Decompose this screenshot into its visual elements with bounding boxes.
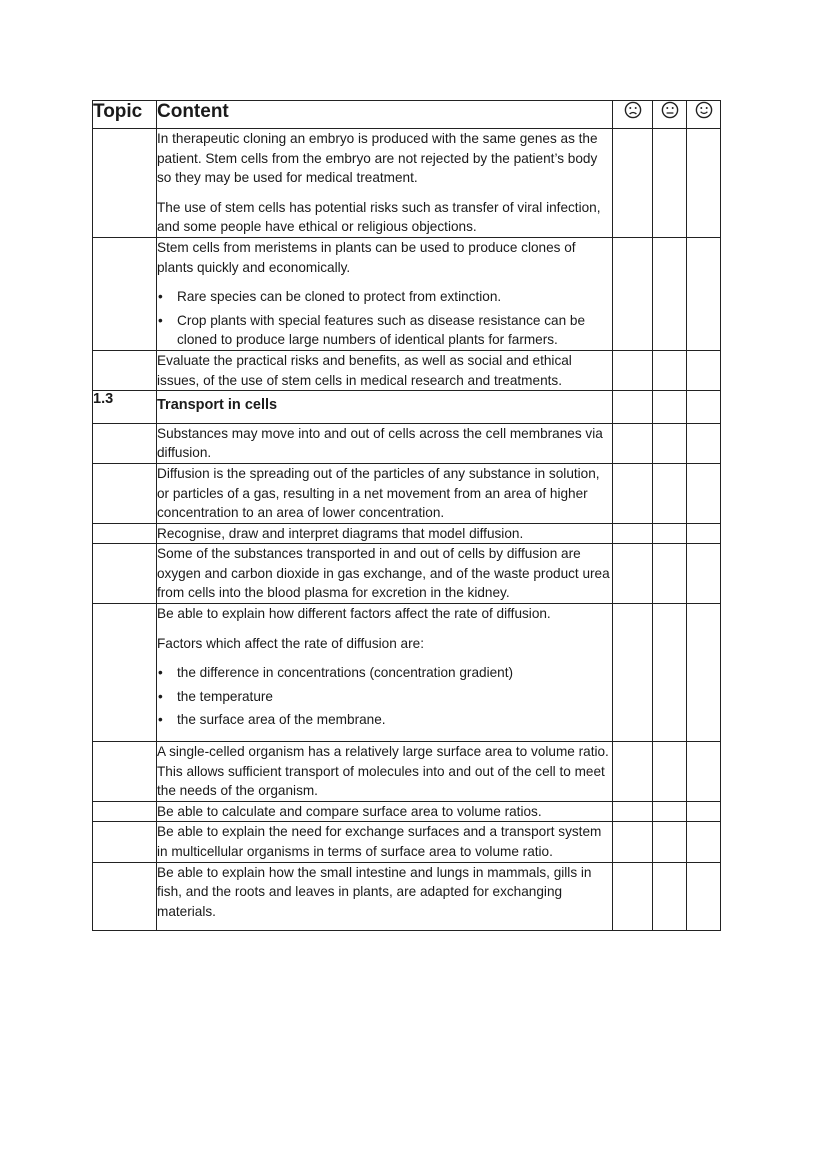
rating-smile-cell[interactable] <box>687 129 721 238</box>
content-cell <box>157 129 613 238</box>
rating-neutral-cell[interactable] <box>653 742 687 802</box>
rating-neutral-cell[interactable] <box>653 391 687 424</box>
rating-neutral-cell[interactable] <box>653 862 687 931</box>
topic-cell <box>93 544 157 604</box>
frown-face-header <box>613 101 653 129</box>
topic-cell <box>93 604 157 742</box>
rating-frown-cell[interactable] <box>613 523 653 544</box>
rating-frown-cell[interactable] <box>613 423 653 463</box>
list-item: • Rare species can be cloned to protect from extinction. <box>157 287 612 307</box>
table-row <box>93 544 721 604</box>
table-row <box>93 463 721 523</box>
rating-neutral-cell[interactable] <box>653 801 687 822</box>
content-text: Evaluate the practical risks and benefits, as well as social and ethical issues, of the use of stem cells in medical research and treatments. <box>157 352 572 388</box>
content-header: Content <box>157 101 613 129</box>
rating-frown-cell[interactable] <box>613 463 653 523</box>
table-row <box>93 801 721 822</box>
content-cell <box>157 822 613 862</box>
rating-neutral-cell[interactable] <box>653 350 687 390</box>
rating-frown-cell[interactable] <box>613 822 653 862</box>
list-item: • the temperature <box>157 687 612 707</box>
content-cell <box>157 463 613 523</box>
content-cell <box>157 742 613 802</box>
rating-frown-cell[interactable] <box>613 544 653 604</box>
rating-frown-cell[interactable] <box>613 862 653 931</box>
content-text: A single-celled organism has a relatively large surface area to volume ratio. This allows sufficient transport of molecules into and out of the cell to meet the needs of the organism. <box>157 744 609 799</box>
table-row <box>93 604 721 742</box>
frown-face-icon <box>624 101 642 119</box>
content-text: Substances may move into and out of cells across the cell membranes via diffusion. <box>157 425 603 461</box>
topic-cell <box>93 350 157 390</box>
topic-number: 1.3 <box>93 391 157 424</box>
content-cell <box>157 423 613 463</box>
content-cell <box>157 801 613 822</box>
topic-cell <box>93 742 157 802</box>
content-text: Recognise, draw and interpret diagrams that model diffusion. <box>157 525 524 541</box>
rating-frown-cell[interactable] <box>613 129 653 238</box>
content-cell <box>157 237 613 350</box>
rating-smile-cell[interactable] <box>687 237 721 350</box>
list-item: • the difference in concentrations (concentration gradient) <box>157 663 612 683</box>
rating-neutral-cell[interactable] <box>653 463 687 523</box>
header-row <box>93 101 721 129</box>
rating-smile-cell[interactable] <box>687 822 721 862</box>
table-row <box>93 423 721 463</box>
rating-smile-cell[interactable] <box>687 350 721 390</box>
content-text: Some of the substances transported in and out of cells by diffusion are oxygen and carbon dioxide in gas exchange, and of the waste product urea from cells into the blood plasma for excretion in the kidney. <box>157 546 610 601</box>
content-cell <box>157 350 613 390</box>
rating-smile-cell[interactable] <box>687 862 721 931</box>
table-row <box>93 129 721 238</box>
topic-cell <box>93 801 157 822</box>
rating-neutral-cell[interactable] <box>653 544 687 604</box>
topic-header: Topic <box>93 101 157 129</box>
content-text: Factors which affect the rate of diffusion are: <box>157 635 424 651</box>
rating-neutral-cell[interactable] <box>653 604 687 742</box>
rating-smile-cell[interactable] <box>687 742 721 802</box>
content-text: The use of stem cells has potential risks such as transfer of viral infection, and some people have ethical or religious objections. <box>157 199 601 235</box>
rating-neutral-cell[interactable] <box>653 237 687 350</box>
content-text: In therapeutic cloning an embryo is produced with the same genes as the patient. Stem cells from the embryo are not rejected by the patient’s body so they may be used for medical treatment. <box>157 131 598 186</box>
topic-cell <box>93 523 157 544</box>
topic-cell <box>93 237 157 350</box>
table-row <box>93 822 721 862</box>
rating-smile-cell[interactable] <box>687 801 721 822</box>
rating-smile-cell[interactable] <box>687 463 721 523</box>
list-item: • Crop plants with special features such as disease resistance can be cloned to produce large numbers of identical plants for farmers. <box>157 311 612 350</box>
bullet-list <box>157 663 612 730</box>
rating-frown-cell[interactable] <box>613 801 653 822</box>
rating-smile-cell[interactable] <box>687 523 721 544</box>
rating-neutral-cell[interactable] <box>653 822 687 862</box>
rating-neutral-cell[interactable] <box>653 129 687 238</box>
list-item: • the surface area of the membrane. <box>157 710 612 730</box>
content-cell <box>157 523 613 544</box>
checklist-table <box>92 100 721 931</box>
rating-smile-cell[interactable] <box>687 391 721 424</box>
content-text: Be able to explain how the small intestine and lungs in mammals, gills in fish, and the roots and leaves in plants, are adapted for exchanging materials. <box>157 864 592 919</box>
content-cell <box>157 604 613 742</box>
rating-neutral-cell[interactable] <box>653 523 687 544</box>
content-text: Diffusion is the spreading out of the particles of any substance in solution, or particles of a gas, resulting in a net movement from an area of higher concentration to an area of lower concentration. <box>157 465 600 521</box>
neutral-face-icon <box>661 101 679 119</box>
neutral-face-header <box>653 101 687 129</box>
table-row <box>93 742 721 802</box>
smile-face-icon <box>695 101 713 119</box>
content-cell <box>157 544 613 604</box>
table-row <box>93 862 721 931</box>
topic-cell <box>93 423 157 463</box>
rating-smile-cell[interactable] <box>687 423 721 463</box>
rating-frown-cell[interactable] <box>613 391 653 424</box>
content-text: Be able to explain the need for exchange surfaces and a transport system in multicellular organisms in terms of surface area to volume ratio. <box>157 824 602 859</box>
rating-frown-cell[interactable] <box>613 604 653 742</box>
content-cell <box>157 391 613 424</box>
bullet-list <box>157 287 612 350</box>
topic-cell <box>93 822 157 862</box>
section-row <box>93 391 721 424</box>
topic-cell <box>93 862 157 931</box>
rating-frown-cell[interactable] <box>613 350 653 390</box>
table-row <box>93 237 721 350</box>
content-cell <box>157 862 613 931</box>
rating-smile-cell[interactable] <box>687 604 721 742</box>
content-text: Stem cells from meristems in plants can be used to produce clones of plants quickly and economically. <box>157 239 576 275</box>
rating-smile-cell[interactable] <box>687 544 721 604</box>
rating-neutral-cell[interactable] <box>653 423 687 463</box>
content-text: Be able to calculate and compare surface area to volume ratios. <box>157 803 542 819</box>
topic-cell <box>93 129 157 238</box>
table-row <box>93 350 721 390</box>
section-heading: Transport in cells <box>157 397 278 414</box>
rating-frown-cell[interactable] <box>613 742 653 802</box>
rating-frown-cell[interactable] <box>613 237 653 350</box>
content-text: Be able to explain how different factors affect the rate of diffusion. <box>157 606 551 622</box>
smile-face-header <box>687 101 721 129</box>
topic-cell <box>93 463 157 523</box>
table-row <box>93 523 721 544</box>
